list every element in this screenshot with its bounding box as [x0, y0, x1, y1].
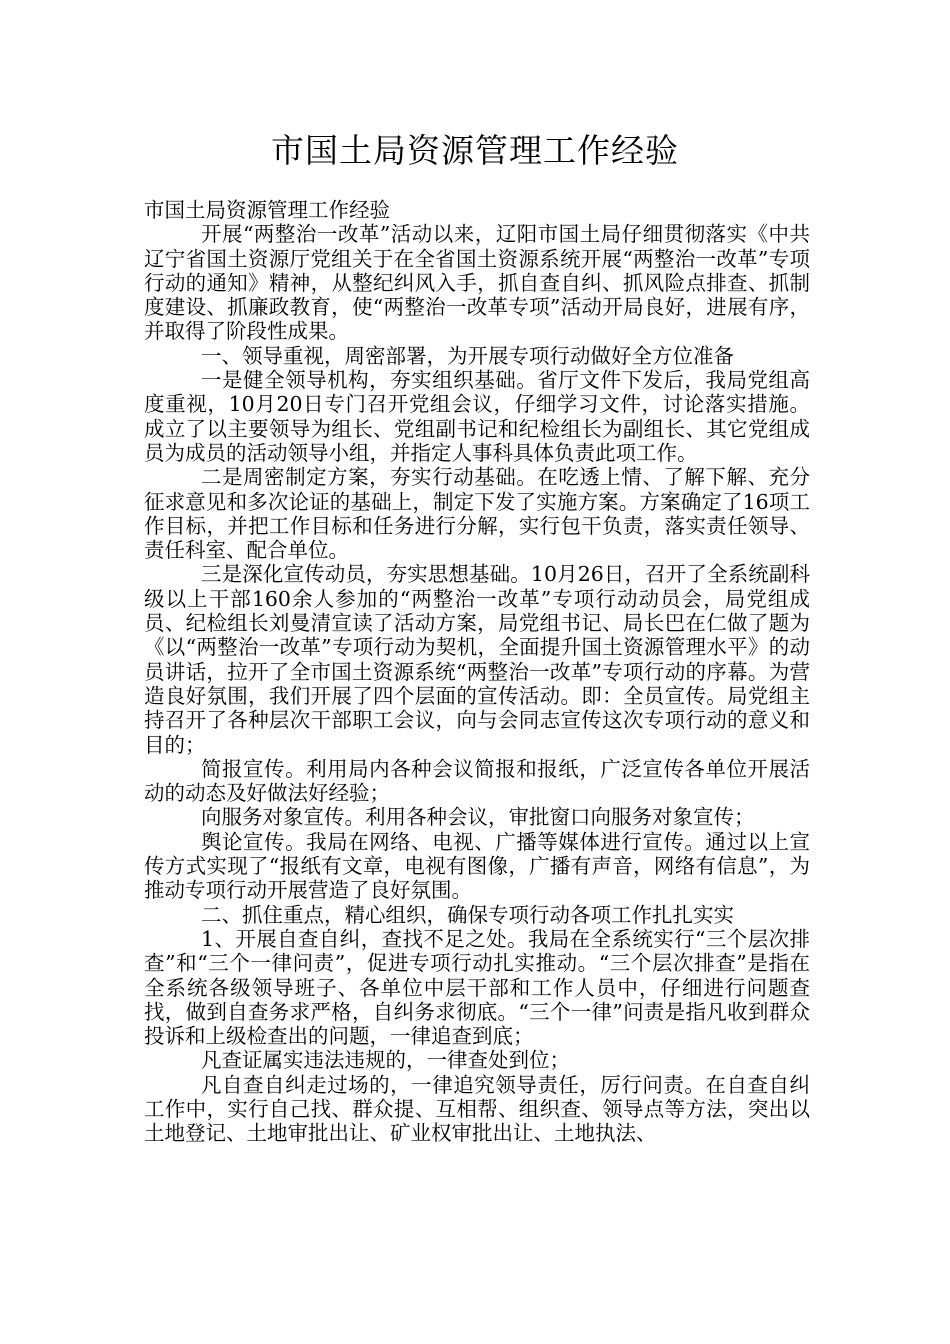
paragraph: 简报宣传。利用局内各种会议简报和报纸，广泛宣传各单位开展活动的动态及好做法好经验；: [144, 756, 810, 806]
section-heading: 一、领导重视，周密部署，为开展专项行动做好全方位准备: [201, 343, 734, 368]
paragraph: 开展“两整治一改革”活动以来，辽阳市国土局仔细贯彻落实《中共辽宁省国土资源厅党组关于在全省国土资源系统开展“两整治一改革”专项行动的通知》精神，从整纪纠风入手，抓自查自纠、抓风险点排查、抓制度建设、抓廉政教育，使“两整治一改革专项”活动开局良好，进展有序，并取得了阶段性成果。: [144, 222, 810, 344]
section-heading: 二、抓住重点，精心组织，确保专项行动各项工作扎扎实实: [201, 902, 734, 927]
document-title: 市国土局资源管理工作经验: [271, 131, 679, 170]
paragraph: 1、开展自查自纠，查找不足之处。我局在全系统实行“三个层次排查”和“三个一律问责”，促进专项行动扎实推动。“三个层次排查”是指在全系统各级领导班子、各单位中层干部和工作人员中，仔细进行问题查找，做到自查务求严格，自纠务求彻底。“三个一律”问责是指凡收到群众投诉和上级检查出的问题，一律追查到底；: [144, 926, 810, 1049]
paragraph: 向服务对象宣传。利用各种会议，审批窗口向服务对象宣传；: [201, 805, 755, 830]
paragraph: 一是健全领导机构，夯实组织基础。省厅文件下发后，我局党组高度重视，10月20日专门召开党组会议，仔细学习文件，讨论落实措施。成立了以主要领导为组长、党组副书记和纪检组长为副组长、其它党组成员为成员的活动领导小组，并指定人事科具体负责此项工作。: [144, 368, 810, 465]
paragraph: 二是周密制定方案，夯实行动基础。在吃透上情、了解下解、充分征求意见和多次论证的基础上，制定下发了实施方案。方案确定了16项工作目标，并把工作目标和任务进行分解，实行包干负责，落实责任领导、责任科室、配合单位。: [144, 465, 810, 563]
paragraph: 凡查证属实违法违规的，一律查处到位；: [201, 1048, 570, 1073]
document-subtitle: 市国土局资源管理工作经验: [144, 198, 390, 222]
document-body: [144, 198, 810, 1146]
paragraph: 三是深化宣传动员，夯实思想基础。10月26日，召开了全系统副科级以上干部160余人参加的“两整治一改革”专项行动动员会，局党组成员、纪检组长刘曼清宣读了活动方案，局党组书记、局长巴在仁做了题为《以“两整治一改革”专项行动为契机，全面提升国土资源管理水平》的动员讲话，拉开了全市国土资源系统“两整治一改革”专项行动的序幕。为营造良好氛围，我们开展了四个层面的宣传活动。即：全员宣传。局党组主持召开了各种层次干部职工会议，向与会同志宣传这次专项行动的意义和目的；: [144, 562, 810, 757]
paragraph: 舆论宣传。我局在网络、电视、广播等媒体进行宣传。通过以上宣传方式实现了“报纸有文章，电视有图像，广播有声音，网络有信息”，为推动专项行动开展营造了良好氛围。: [144, 829, 810, 903]
paragraph: 凡自查自纠走过场的，一律追究领导责任，厉行问责。在自查自纠工作中，实行自己找、群众提、互相帮、组织查、领导点等方法，突出以土地登记、土地审批出让、矿业权审批出让、土地执法、: [144, 1072, 810, 1146]
